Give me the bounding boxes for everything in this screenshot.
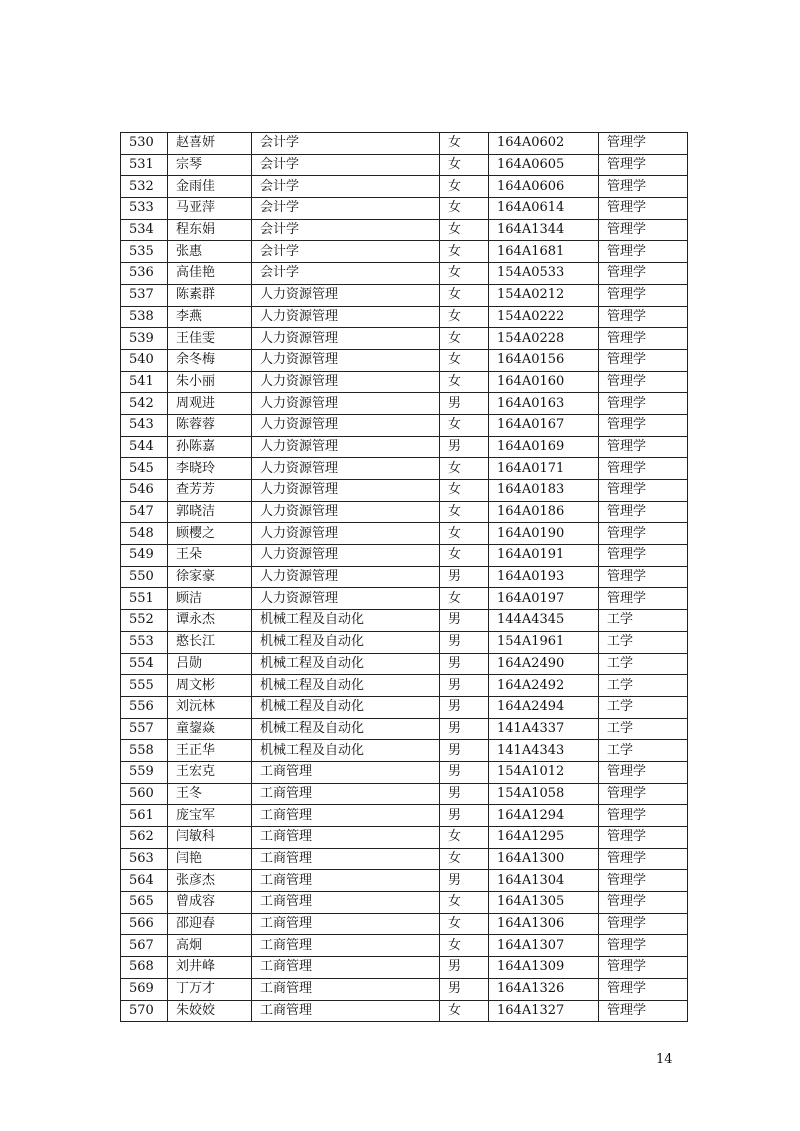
cell-degree-category: 管理学 <box>599 805 688 827</box>
cell-student-name: 李晓玲 <box>168 458 252 480</box>
cell-student-id: 164A0171 <box>489 458 599 480</box>
cell-student-id: 164A1300 <box>489 848 599 870</box>
cell-student-name: 徐家豪 <box>168 566 252 588</box>
cell-major: 机械工程及自动化 <box>252 631 440 653</box>
cell-major: 人力资源管理 <box>252 349 440 371</box>
cell-student-id: 164A0606 <box>489 176 599 198</box>
table-row <box>121 306 688 328</box>
cell-gender: 女 <box>440 284 489 306</box>
table-row <box>121 696 688 718</box>
table-row <box>121 263 688 285</box>
cell-row-number: 533 <box>121 198 168 220</box>
cell-student-name: 孙陈嘉 <box>168 436 252 458</box>
cell-degree-category: 管理学 <box>599 458 688 480</box>
cell-major: 机械工程及自动化 <box>252 675 440 697</box>
cell-student-name: 周文彬 <box>168 675 252 697</box>
cell-major: 工商管理 <box>252 783 440 805</box>
cell-gender: 女 <box>440 588 489 610</box>
cell-major: 工商管理 <box>252 935 440 957</box>
table-row <box>121 740 688 762</box>
table-row <box>121 393 688 415</box>
cell-degree-category: 管理学 <box>599 198 688 220</box>
cell-student-id: 164A1307 <box>489 935 599 957</box>
cell-degree-category: 管理学 <box>599 566 688 588</box>
cell-gender: 男 <box>440 957 489 979</box>
cell-student-name: 王朵 <box>168 545 252 567</box>
cell-student-id: 164A1306 <box>489 913 599 935</box>
cell-major: 工商管理 <box>252 1000 440 1022</box>
cell-student-name: 马亚萍 <box>168 198 252 220</box>
cell-gender: 男 <box>440 610 489 632</box>
cell-student-name: 李燕 <box>168 306 252 328</box>
table-row <box>121 176 688 198</box>
cell-row-number: 553 <box>121 631 168 653</box>
cell-major: 会计学 <box>252 263 440 285</box>
cell-gender: 女 <box>440 263 489 285</box>
cell-student-name: 丁万才 <box>168 978 252 1000</box>
cell-student-name: 陈素群 <box>168 284 252 306</box>
cell-student-name: 刘井峰 <box>168 957 252 979</box>
table-row <box>121 761 688 783</box>
cell-degree-category: 管理学 <box>599 892 688 914</box>
cell-student-name: 周观进 <box>168 393 252 415</box>
table-row <box>121 1000 688 1022</box>
cell-gender: 女 <box>440 892 489 914</box>
cell-student-name: 谭永杰 <box>168 610 252 632</box>
cell-gender: 女 <box>440 458 489 480</box>
cell-row-number: 551 <box>121 588 168 610</box>
cell-degree-category: 管理学 <box>599 133 688 155</box>
cell-row-number: 556 <box>121 696 168 718</box>
cell-row-number: 547 <box>121 501 168 523</box>
cell-major: 工商管理 <box>252 827 440 849</box>
cell-gender: 女 <box>440 306 489 328</box>
cell-degree-category: 管理学 <box>599 480 688 502</box>
cell-row-number: 557 <box>121 718 168 740</box>
cell-degree-category: 管理学 <box>599 176 688 198</box>
table-row <box>121 675 688 697</box>
cell-major: 机械工程及自动化 <box>252 740 440 762</box>
cell-row-number: 561 <box>121 805 168 827</box>
cell-student-id: 154A0222 <box>489 306 599 328</box>
cell-degree-category: 管理学 <box>599 935 688 957</box>
cell-student-name: 顾樱之 <box>168 523 252 545</box>
cell-student-id: 164A1305 <box>489 892 599 914</box>
cell-gender: 女 <box>440 328 489 350</box>
cell-student-id: 164A0169 <box>489 436 599 458</box>
cell-degree-category: 管理学 <box>599 154 688 176</box>
table-row <box>121 480 688 502</box>
cell-student-id: 154A0533 <box>489 263 599 285</box>
cell-degree-category: 管理学 <box>599 284 688 306</box>
cell-row-number: 548 <box>121 523 168 545</box>
table-row <box>121 328 688 350</box>
cell-degree-category: 管理学 <box>599 263 688 285</box>
cell-row-number: 564 <box>121 870 168 892</box>
table-row <box>121 848 688 870</box>
cell-row-number: 568 <box>121 957 168 979</box>
cell-gender: 女 <box>440 827 489 849</box>
cell-row-number: 540 <box>121 349 168 371</box>
cell-major: 工商管理 <box>252 870 440 892</box>
cell-student-id: 164A2494 <box>489 696 599 718</box>
table-row <box>121 978 688 1000</box>
cell-student-name: 邵迎春 <box>168 913 252 935</box>
table-row <box>121 913 688 935</box>
cell-row-number: 538 <box>121 306 168 328</box>
cell-row-number: 570 <box>121 1000 168 1022</box>
cell-major: 人力资源管理 <box>252 566 440 588</box>
cell-student-id: 164A0167 <box>489 414 599 436</box>
cell-degree-category: 管理学 <box>599 588 688 610</box>
cell-student-name: 朱小丽 <box>168 371 252 393</box>
cell-row-number: 550 <box>121 566 168 588</box>
cell-gender: 女 <box>440 1000 489 1022</box>
cell-student-id: 164A0183 <box>489 480 599 502</box>
cell-gender: 女 <box>440 545 489 567</box>
cell-row-number: 530 <box>121 133 168 155</box>
cell-student-name: 朱姣姣 <box>168 1000 252 1022</box>
cell-student-name: 张惠 <box>168 241 252 263</box>
cell-student-name: 庞宝军 <box>168 805 252 827</box>
cell-row-number: 534 <box>121 219 168 241</box>
cell-major: 人力资源管理 <box>252 545 440 567</box>
table-row <box>121 436 688 458</box>
cell-major: 会计学 <box>252 133 440 155</box>
cell-degree-category: 管理学 <box>599 393 688 415</box>
cell-degree-category: 管理学 <box>599 371 688 393</box>
cell-degree-category: 管理学 <box>599 827 688 849</box>
table-row <box>121 783 688 805</box>
cell-student-name: 王宏克 <box>168 761 252 783</box>
cell-gender: 女 <box>440 349 489 371</box>
cell-row-number: 565 <box>121 892 168 914</box>
cell-student-name: 顾洁 <box>168 588 252 610</box>
table-row <box>121 935 688 957</box>
cell-student-id: 164A0605 <box>489 154 599 176</box>
cell-student-name: 陈蓉蓉 <box>168 414 252 436</box>
cell-student-id: 164A0193 <box>489 566 599 588</box>
cell-student-id: 164A0186 <box>489 501 599 523</box>
cell-major: 人力资源管理 <box>252 306 440 328</box>
cell-student-id: 164A0191 <box>489 545 599 567</box>
cell-student-id: 164A1344 <box>489 219 599 241</box>
cell-student-id: 164A0156 <box>489 349 599 371</box>
cell-degree-category: 管理学 <box>599 523 688 545</box>
cell-degree-category: 管理学 <box>599 870 688 892</box>
cell-gender: 男 <box>440 761 489 783</box>
cell-gender: 女 <box>440 480 489 502</box>
table-row <box>121 501 688 523</box>
cell-student-id: 164A1327 <box>489 1000 599 1022</box>
cell-student-name: 闫敏科 <box>168 827 252 849</box>
cell-student-id: 164A1304 <box>489 870 599 892</box>
cell-gender: 男 <box>440 393 489 415</box>
cell-degree-category: 管理学 <box>599 349 688 371</box>
cell-student-id: 144A4345 <box>489 610 599 632</box>
cell-row-number: 539 <box>121 328 168 350</box>
cell-degree-category: 管理学 <box>599 913 688 935</box>
cell-major: 工商管理 <box>252 761 440 783</box>
cell-student-name: 憨长江 <box>168 631 252 653</box>
table-row <box>121 414 688 436</box>
cell-degree-category: 工学 <box>599 610 688 632</box>
cell-row-number: 567 <box>121 935 168 957</box>
cell-major: 人力资源管理 <box>252 393 440 415</box>
table-row <box>121 284 688 306</box>
cell-major: 机械工程及自动化 <box>252 653 440 675</box>
table-row <box>121 718 688 740</box>
cell-row-number: 545 <box>121 458 168 480</box>
cell-gender: 男 <box>440 653 489 675</box>
cell-degree-category: 管理学 <box>599 761 688 783</box>
cell-major: 人力资源管理 <box>252 436 440 458</box>
cell-student-id: 164A2492 <box>489 675 599 697</box>
cell-gender: 女 <box>440 154 489 176</box>
table-row <box>121 219 688 241</box>
table-row <box>121 827 688 849</box>
cell-major: 人力资源管理 <box>252 371 440 393</box>
cell-student-id: 164A0602 <box>489 133 599 155</box>
cell-row-number: 536 <box>121 263 168 285</box>
cell-student-id: 164A1681 <box>489 241 599 263</box>
cell-gender: 男 <box>440 696 489 718</box>
cell-gender: 男 <box>440 718 489 740</box>
cell-row-number: 563 <box>121 848 168 870</box>
cell-degree-category: 管理学 <box>599 501 688 523</box>
cell-student-id: 164A0160 <box>489 371 599 393</box>
table-row <box>121 371 688 393</box>
cell-major: 会计学 <box>252 241 440 263</box>
cell-major: 人力资源管理 <box>252 523 440 545</box>
cell-major: 人力资源管理 <box>252 328 440 350</box>
cell-row-number: 546 <box>121 480 168 502</box>
cell-row-number: 555 <box>121 675 168 697</box>
table-row <box>121 133 688 155</box>
cell-major: 工商管理 <box>252 957 440 979</box>
table-row <box>121 154 688 176</box>
cell-student-id: 154A1961 <box>489 631 599 653</box>
student-roster-table <box>120 132 688 1022</box>
cell-student-id: 164A1294 <box>489 805 599 827</box>
cell-degree-category: 工学 <box>599 631 688 653</box>
cell-gender: 女 <box>440 848 489 870</box>
cell-major: 会计学 <box>252 154 440 176</box>
cell-gender: 男 <box>440 631 489 653</box>
table-row <box>121 870 688 892</box>
cell-student-name: 查芳芳 <box>168 480 252 502</box>
cell-student-name: 吕勋 <box>168 653 252 675</box>
cell-row-number: 537 <box>121 284 168 306</box>
cell-degree-category: 工学 <box>599 740 688 762</box>
cell-gender: 男 <box>440 740 489 762</box>
cell-gender: 女 <box>440 176 489 198</box>
table-row <box>121 458 688 480</box>
cell-major: 机械工程及自动化 <box>252 718 440 740</box>
cell-degree-category: 工学 <box>599 696 688 718</box>
cell-major: 工商管理 <box>252 978 440 1000</box>
cell-gender: 女 <box>440 913 489 935</box>
roster-body <box>121 133 688 1022</box>
cell-major: 人力资源管理 <box>252 284 440 306</box>
cell-student-name: 王佳雯 <box>168 328 252 350</box>
cell-student-name: 童鋆焱 <box>168 718 252 740</box>
cell-row-number: 544 <box>121 436 168 458</box>
cell-student-id: 164A1295 <box>489 827 599 849</box>
cell-row-number: 558 <box>121 740 168 762</box>
cell-degree-category: 管理学 <box>599 414 688 436</box>
table-row <box>121 957 688 979</box>
table-row <box>121 545 688 567</box>
cell-degree-category: 管理学 <box>599 1000 688 1022</box>
cell-student-id: 164A2490 <box>489 653 599 675</box>
cell-major: 工商管理 <box>252 805 440 827</box>
cell-major: 人力资源管理 <box>252 414 440 436</box>
page-number: 14 <box>656 1052 673 1067</box>
cell-student-id: 164A0614 <box>489 198 599 220</box>
cell-row-number: 569 <box>121 978 168 1000</box>
cell-student-id: 164A1309 <box>489 957 599 979</box>
cell-degree-category: 管理学 <box>599 545 688 567</box>
cell-row-number: 535 <box>121 241 168 263</box>
cell-gender: 女 <box>440 523 489 545</box>
cell-row-number: 549 <box>121 545 168 567</box>
cell-degree-category: 工学 <box>599 718 688 740</box>
cell-major: 工商管理 <box>252 892 440 914</box>
cell-major: 工商管理 <box>252 848 440 870</box>
cell-student-id: 154A0212 <box>489 284 599 306</box>
cell-row-number: 552 <box>121 610 168 632</box>
table-row <box>121 566 688 588</box>
cell-gender: 女 <box>440 414 489 436</box>
cell-gender: 男 <box>440 805 489 827</box>
cell-degree-category: 管理学 <box>599 848 688 870</box>
cell-student-name: 高佳艳 <box>168 263 252 285</box>
cell-gender: 女 <box>440 241 489 263</box>
cell-student-id: 164A0197 <box>489 588 599 610</box>
cell-student-id: 141A4343 <box>489 740 599 762</box>
table-row <box>121 241 688 263</box>
cell-gender: 男 <box>440 566 489 588</box>
cell-degree-category: 管理学 <box>599 783 688 805</box>
cell-major: 会计学 <box>252 176 440 198</box>
cell-student-name: 郭晓洁 <box>168 501 252 523</box>
cell-student-name: 程东娟 <box>168 219 252 241</box>
table-row <box>121 198 688 220</box>
cell-student-name: 高炯 <box>168 935 252 957</box>
cell-row-number: 531 <box>121 154 168 176</box>
cell-student-id: 154A0228 <box>489 328 599 350</box>
table-row <box>121 523 688 545</box>
table-row <box>121 610 688 632</box>
cell-gender: 女 <box>440 371 489 393</box>
table-row <box>121 805 688 827</box>
cell-gender: 男 <box>440 783 489 805</box>
cell-student-id: 164A1326 <box>489 978 599 1000</box>
table-row <box>121 653 688 675</box>
table-row <box>121 588 688 610</box>
cell-gender: 男 <box>440 436 489 458</box>
cell-row-number: 559 <box>121 761 168 783</box>
cell-major: 会计学 <box>252 219 440 241</box>
cell-degree-category: 工学 <box>599 653 688 675</box>
cell-student-name: 王冬 <box>168 783 252 805</box>
cell-row-number: 542 <box>121 393 168 415</box>
cell-student-id: 164A0190 <box>489 523 599 545</box>
cell-student-id: 164A0163 <box>489 393 599 415</box>
cell-major: 会计学 <box>252 198 440 220</box>
cell-student-name: 王正华 <box>168 740 252 762</box>
cell-degree-category: 管理学 <box>599 957 688 979</box>
cell-student-name: 闫艳 <box>168 848 252 870</box>
cell-degree-category: 管理学 <box>599 436 688 458</box>
table-row <box>121 892 688 914</box>
cell-degree-category: 管理学 <box>599 328 688 350</box>
cell-degree-category: 工学 <box>599 675 688 697</box>
cell-student-name: 宗琴 <box>168 154 252 176</box>
cell-gender: 男 <box>440 978 489 1000</box>
cell-gender: 男 <box>440 870 489 892</box>
table-row <box>121 349 688 371</box>
cell-major: 机械工程及自动化 <box>252 610 440 632</box>
cell-row-number: 532 <box>121 176 168 198</box>
cell-student-name: 曾成容 <box>168 892 252 914</box>
cell-student-name: 余冬梅 <box>168 349 252 371</box>
cell-student-id: 154A1058 <box>489 783 599 805</box>
cell-gender: 男 <box>440 675 489 697</box>
cell-gender: 女 <box>440 133 489 155</box>
cell-degree-category: 管理学 <box>599 219 688 241</box>
cell-row-number: 554 <box>121 653 168 675</box>
cell-student-name: 张彦杰 <box>168 870 252 892</box>
cell-student-id: 154A1012 <box>489 761 599 783</box>
cell-gender: 女 <box>440 501 489 523</box>
cell-row-number: 566 <box>121 913 168 935</box>
cell-student-name: 刘沅林 <box>168 696 252 718</box>
cell-major: 机械工程及自动化 <box>252 696 440 718</box>
cell-student-id: 141A4337 <box>489 718 599 740</box>
cell-major: 人力资源管理 <box>252 458 440 480</box>
cell-degree-category: 管理学 <box>599 241 688 263</box>
cell-degree-category: 管理学 <box>599 306 688 328</box>
cell-row-number: 560 <box>121 783 168 805</box>
cell-major: 人力资源管理 <box>252 501 440 523</box>
cell-row-number: 543 <box>121 414 168 436</box>
cell-major: 人力资源管理 <box>252 480 440 502</box>
cell-degree-category: 管理学 <box>599 978 688 1000</box>
cell-student-name: 赵喜妍 <box>168 133 252 155</box>
cell-student-name: 金雨佳 <box>168 176 252 198</box>
table-row <box>121 631 688 653</box>
cell-row-number: 562 <box>121 827 168 849</box>
cell-gender: 女 <box>440 219 489 241</box>
cell-gender: 女 <box>440 198 489 220</box>
cell-gender: 女 <box>440 935 489 957</box>
cell-major: 工商管理 <box>252 913 440 935</box>
cell-row-number: 541 <box>121 371 168 393</box>
cell-major: 人力资源管理 <box>252 588 440 610</box>
